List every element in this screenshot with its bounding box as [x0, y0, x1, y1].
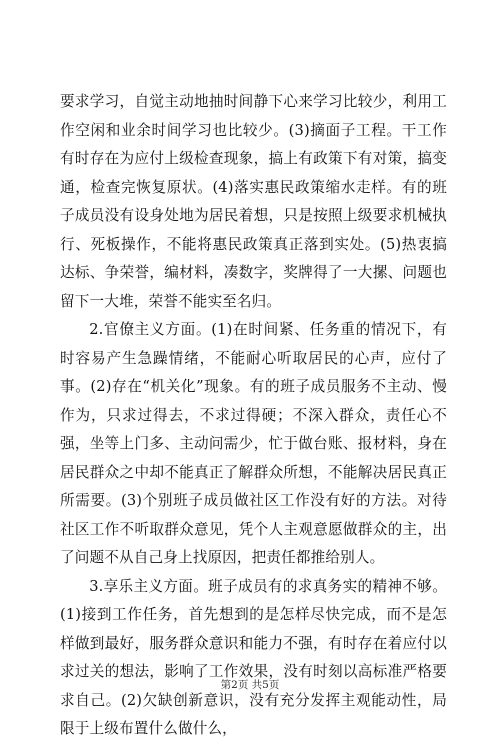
document-body [60, 88, 447, 744]
paragraph-continued-study: 要求学习，自觉主动地抽时间静下心来学习比较少，利用工作空闲和业余时间学习也比较少。(3)摘面子工程。干工作有时存在为应付上级检查现象，搞上有政策下有对策，搞变通，检查完恢复原状。(4)落实惠民政策缩水走样。有的班子成员没有设身处地为居民着想，只是按照上级要求机械执行、死板操作，不能将惠民政策真正落到实处。(5)热衷搞达标、争荣誉，编材料，凑数字，奖牌得了一大摞、问题也留下一大堆，荣誉不能实至名归。 [60, 93, 447, 310]
page-footer: 第2页 共5页 [220, 679, 280, 691]
paragraph-hedonism: 3.享乐主义方面。班子成员有的求真务实的精神不够。(1)接到工作任务，首先想到的是怎样尽快完成，而不是怎样做到最好，服务群众意识和能力不强，有时存在着应付以求过关的想法，影响了工作效果，没有时刻以高标准严格要求自己。(2)欠缺创新意识，没有充分发挥主观能动性，局限于上级布置什么做什么， [60, 577, 447, 737]
paragraph-bureaucratism: 2.官僚主义方面。(1)在时间紧、任务重的情况下，有时容易产生急躁情绪，不能耐心听取居民的心声，应付了事。(2)存在“机关化”现象。有的班子成员服务不主动、慢作为，只求过得去，不求过得硬；不深入群众，责任心不强，坐等上门多、主动问需少，忙于做台账、报材料，身在居民群众之中却不能真正了解群众所想，不能解决居民真正所需要。(3)个别班子成员做社区工作没有好的方法。对待社区工作不听取群众意见，凭个人主观意愿做群众的主，出了问题不从自己身上找原因，把责任都推给别人。 [60, 321, 447, 566]
